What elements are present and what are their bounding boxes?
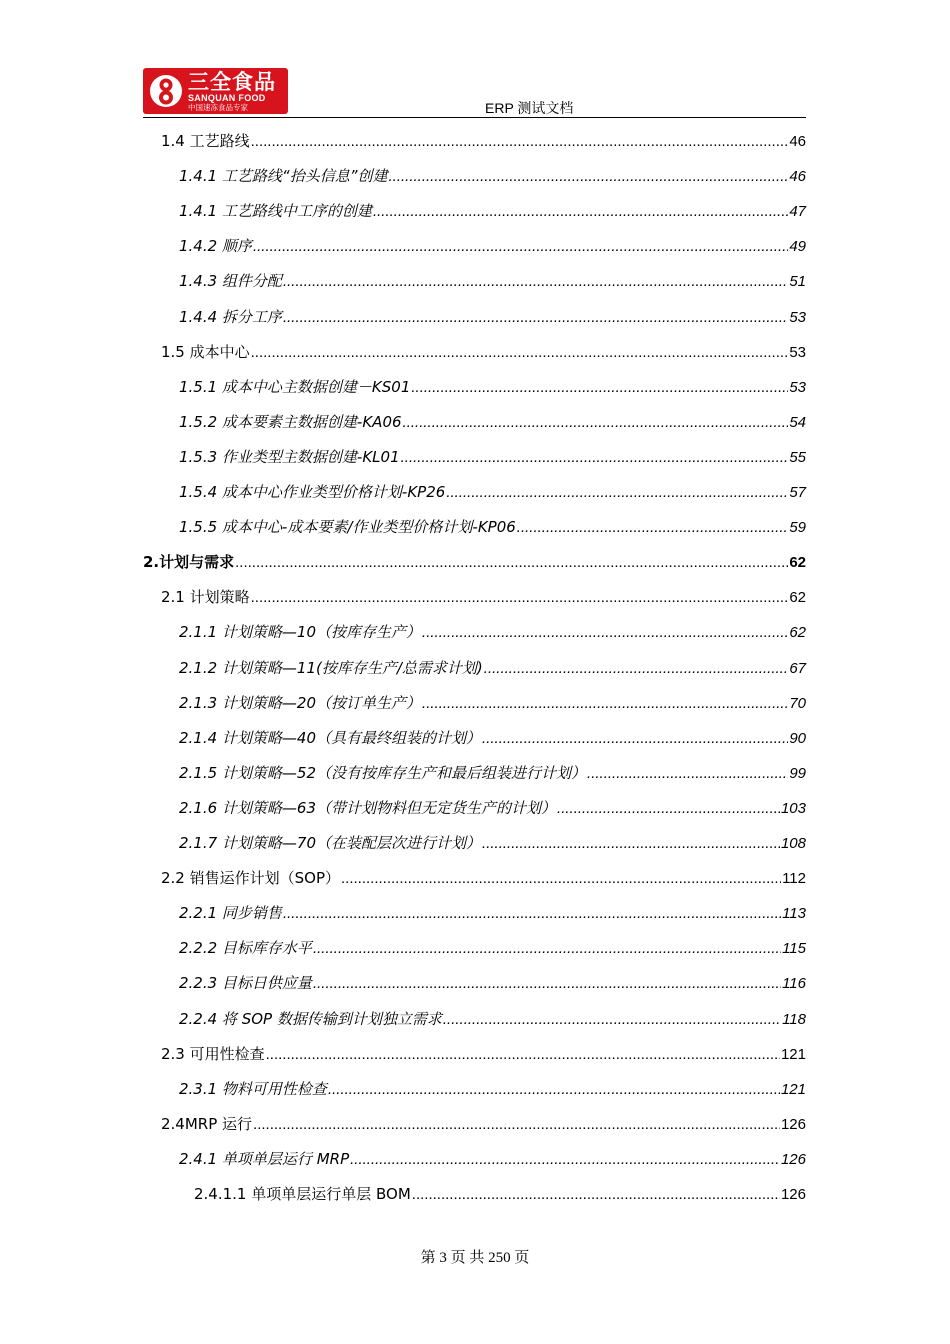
toc-entry[interactable] bbox=[161, 587, 806, 607]
toc-dot-leader bbox=[328, 1080, 780, 1100]
toc-entry-label: 1.4 工艺路线 bbox=[161, 132, 250, 150]
toc-entry[interactable] bbox=[179, 1009, 806, 1029]
toc-entry-label: 2.2 销售运作计划（SOP） bbox=[161, 869, 340, 887]
toc-entry-page-number: 53 bbox=[789, 379, 806, 396]
toc-dot-leader bbox=[412, 1185, 780, 1205]
toc-entry-page-number: 62 bbox=[789, 554, 806, 571]
toc-dot-leader bbox=[251, 588, 789, 608]
toc-entry-page-number: 116 bbox=[782, 975, 806, 992]
toc-dot-leader bbox=[446, 483, 788, 503]
toc-entry-page-number: 62 bbox=[789, 589, 806, 606]
toc-dot-leader bbox=[517, 518, 789, 538]
toc-dot-leader bbox=[403, 413, 789, 433]
toc-entry-page-number: 112 bbox=[782, 870, 806, 887]
toc-entry-label: 2.2.3 目标日供应量 bbox=[179, 974, 312, 992]
toc-entry-label: 2.1.5 计划策略—52（没有按库存生产和最后组装进行计划） bbox=[179, 764, 587, 782]
toc-dot-leader bbox=[283, 308, 788, 328]
toc-dot-leader bbox=[283, 272, 788, 292]
toc-entry-page-number: 46 bbox=[789, 133, 806, 150]
toc-entry[interactable] bbox=[179, 693, 806, 713]
toc-entry-label: 2.1 计划策略 bbox=[161, 588, 250, 606]
toc-entry[interactable] bbox=[179, 412, 806, 432]
toc-entry-page-number: 70 bbox=[789, 695, 806, 712]
toc-entry-label: 1.5 成本中心 bbox=[161, 343, 250, 361]
toc-entry-page-number: 47 bbox=[789, 203, 806, 220]
toc-entry[interactable] bbox=[179, 728, 806, 748]
toc-dot-leader bbox=[443, 1010, 781, 1030]
toc-dot-leader bbox=[422, 623, 788, 643]
toc-entry-label: 2.1.1 计划策略—10（按库存生产） bbox=[179, 623, 422, 641]
logo-slogan-text: 中国速冻食品专家 bbox=[188, 103, 248, 112]
toc-entry[interactable] bbox=[179, 201, 806, 221]
toc-entry-page-number: 115 bbox=[782, 940, 806, 957]
toc-dot-leader bbox=[283, 904, 781, 924]
toc-entry-page-number: 46 bbox=[789, 168, 806, 185]
toc-entry-label: 2.1.3 计划策略—20（按订单生产） bbox=[179, 694, 422, 712]
toc-entry[interactable] bbox=[179, 833, 806, 853]
toc-entry-page-number: 126 bbox=[780, 1116, 806, 1133]
toc-dot-leader bbox=[401, 448, 789, 468]
toc-entry-page-number: 99 bbox=[789, 765, 806, 782]
toc-entry-page-number: 113 bbox=[782, 905, 806, 922]
toc-entry-page-number: 59 bbox=[789, 519, 806, 536]
toc-entry-label: 2.3 可用性检查 bbox=[161, 1045, 265, 1063]
toc-entry-page-number: 108 bbox=[780, 835, 806, 852]
toc-dot-leader bbox=[235, 553, 788, 573]
toc-entry-page-number: 103 bbox=[780, 800, 806, 817]
toc-dot-leader bbox=[313, 939, 781, 959]
toc-entry-label: 2.1.7 计划策略—70（在装配层次进行计划） bbox=[179, 834, 482, 852]
toc-entry-label: 2.4.1 单项单层运行 MRP bbox=[179, 1150, 350, 1168]
toc-dot-leader bbox=[482, 834, 780, 854]
toc-entry[interactable] bbox=[179, 798, 806, 818]
toc-entry-page-number: 49 bbox=[789, 238, 806, 255]
toc-entry-label: 1.4.1 工艺路线中工序的创建 bbox=[179, 202, 372, 220]
toc-entry-page-number: 67 bbox=[789, 660, 806, 677]
toc-entry[interactable] bbox=[179, 517, 806, 537]
toc-dot-leader bbox=[266, 1045, 780, 1065]
toc-entry-page-number: 55 bbox=[789, 449, 806, 466]
toc-entry-label: 1.4.1 工艺路线“抬头信息”创建 bbox=[179, 167, 388, 185]
toc-dot-leader bbox=[484, 659, 789, 679]
toc-entry[interactable] bbox=[179, 377, 806, 397]
toc-dot-leader bbox=[388, 167, 788, 187]
toc-dot-leader bbox=[411, 378, 788, 398]
toc-dot-leader bbox=[587, 764, 788, 784]
toc-entry-page-number: 53 bbox=[789, 309, 806, 326]
toc-entry[interactable] bbox=[179, 938, 806, 958]
toc-dot-leader bbox=[557, 799, 780, 819]
toc-entry[interactable] bbox=[194, 1184, 806, 1204]
toc-entry[interactable] bbox=[143, 552, 806, 572]
toc-entry-label: 2.4MRP 运行 bbox=[161, 1115, 253, 1133]
toc-dot-leader bbox=[313, 974, 781, 994]
toc-entry-label: 1.5.5 成本中心-成本要素/作业类型价格计划-KP06 bbox=[179, 518, 516, 536]
page-footer: 第 3 页 共 250 页 bbox=[420, 1250, 530, 1266]
logo-en-text: SANQUAN FOOD bbox=[188, 93, 266, 103]
toc-entry-label: 2.计划与需求 bbox=[143, 553, 235, 571]
toc-dot-leader bbox=[422, 694, 788, 714]
toc-entry-label: 2.2.4 将 SOP 数据传输到计划独立需求 bbox=[179, 1010, 442, 1028]
toc-dot-leader bbox=[482, 729, 788, 749]
toc-entry[interactable] bbox=[179, 622, 806, 642]
toc-entry[interactable] bbox=[179, 482, 806, 502]
toc-entry[interactable] bbox=[179, 307, 806, 327]
toc-entry-label: 2.2.2 目标库存水平 bbox=[179, 939, 312, 957]
toc-dot-leader bbox=[251, 343, 789, 363]
toc-dot-leader bbox=[251, 132, 789, 152]
toc-entry-label: 1.4.3 组件分配 bbox=[179, 272, 282, 290]
toc-entry[interactable] bbox=[179, 903, 806, 923]
toc-entry[interactable] bbox=[179, 271, 806, 291]
toc-entry-label: 2.4.1.1 单项单层运行单层 BOM bbox=[194, 1185, 411, 1203]
toc-entry-label: 1.4.4 拆分工序 bbox=[179, 308, 282, 326]
toc-entry-page-number: 118 bbox=[782, 1011, 806, 1028]
toc-entry[interactable] bbox=[179, 763, 806, 783]
toc-entry-page-number: 90 bbox=[789, 730, 806, 747]
toc-entry[interactable] bbox=[179, 1149, 806, 1169]
toc-entry-label: 1.5.1 成本中心主数据创建－KS01 bbox=[179, 378, 411, 396]
toc-dot-leader bbox=[253, 237, 788, 257]
toc-entry-label: 1.5.2 成本要素主数据创建-KA06 bbox=[179, 413, 402, 431]
logo-cn-text: 三全食品 bbox=[188, 70, 276, 94]
toc-entry-label: 1.5.3 作业类型主数据创建-KL01 bbox=[179, 448, 400, 466]
toc-entry-label: 1.5.4 成本中心作业类型价格计划-KP26 bbox=[179, 483, 446, 501]
toc-entry-label: 2.2.1 同步销售 bbox=[179, 904, 282, 922]
toc-entry-label: 2.1.6 计划策略—63（带计划物料但无定货生产的计划） bbox=[179, 799, 557, 817]
toc-entry-label: 2.1.4 计划策略—40（具有最终组装的计划） bbox=[179, 729, 482, 747]
toc-entry[interactable] bbox=[179, 447, 806, 467]
toc-dot-leader bbox=[350, 1150, 780, 1170]
toc-entry-label: 1.4.2 顺序 bbox=[179, 237, 252, 255]
toc-entry[interactable] bbox=[179, 658, 806, 678]
toc-entry[interactable] bbox=[179, 973, 806, 993]
toc-entry-page-number: 57 bbox=[789, 484, 806, 501]
toc-entry-page-number: 51 bbox=[789, 273, 806, 290]
toc-entry[interactable] bbox=[161, 342, 806, 362]
toc-entry[interactable] bbox=[161, 1114, 806, 1134]
toc-entry[interactable] bbox=[179, 1079, 806, 1099]
document-title: ERP 测试文档 bbox=[485, 100, 574, 116]
toc-entry[interactable] bbox=[161, 868, 806, 888]
toc-dot-leader bbox=[373, 202, 788, 222]
toc-entry[interactable] bbox=[179, 236, 806, 256]
toc-entry[interactable] bbox=[161, 131, 806, 151]
toc-entry-page-number: 54 bbox=[789, 414, 806, 431]
toc-entry-page-number: 62 bbox=[789, 624, 806, 641]
toc-entry-label: 2.3.1 物料可用性检查 bbox=[179, 1080, 327, 1098]
toc-entry-label: 2.1.2 计划策略—11(按库存生产/总需求计划) bbox=[179, 659, 483, 677]
toc-dot-leader bbox=[253, 1115, 780, 1135]
toc-entry-page-number: 53 bbox=[789, 344, 806, 361]
toc-entry-page-number: 126 bbox=[780, 1151, 806, 1168]
toc-dot-leader bbox=[341, 869, 781, 889]
toc-entry-page-number: 121 bbox=[780, 1081, 806, 1098]
toc-entry[interactable] bbox=[161, 1044, 806, 1064]
toc-entry-page-number: 126 bbox=[780, 1186, 806, 1203]
toc-entry[interactable] bbox=[179, 166, 806, 186]
toc-entry-page-number: 121 bbox=[780, 1046, 806, 1063]
